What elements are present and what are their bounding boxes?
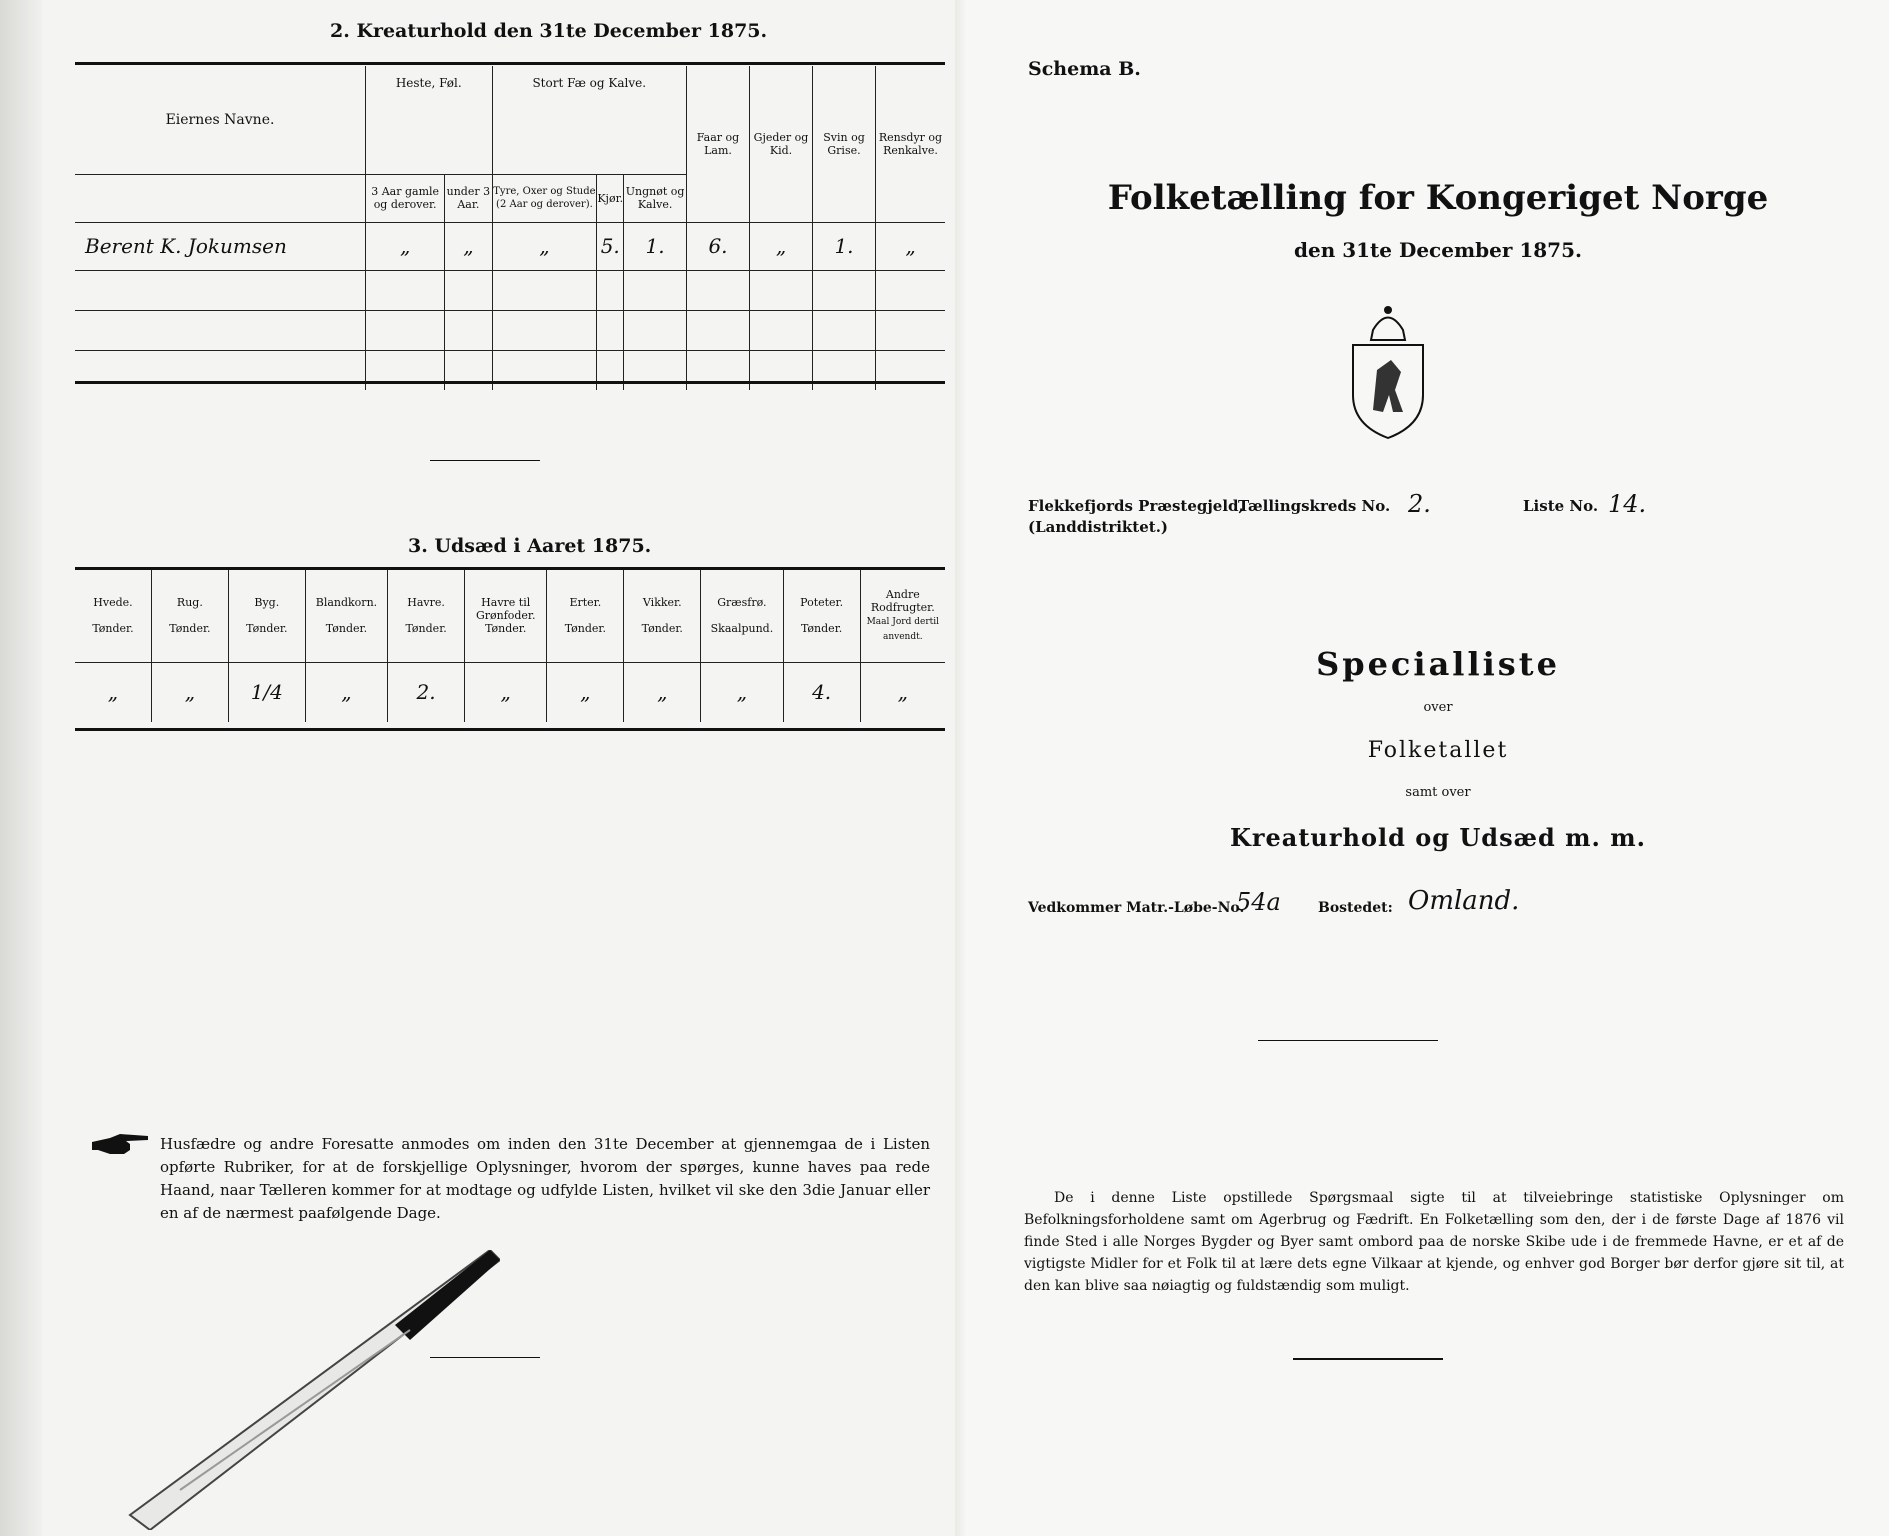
crop-header: Græsfrø. Skaalpund. bbox=[701, 570, 783, 662]
cell-value: „ bbox=[624, 662, 701, 722]
cell-value: „ bbox=[445, 222, 492, 270]
cell-value: „ bbox=[107, 680, 119, 705]
crop-header: Havre til Grønfoder. Tønder. bbox=[465, 570, 547, 662]
crop-header: Erter. Tønder. bbox=[547, 570, 624, 662]
district-note: (Landdistriktet.) bbox=[1028, 518, 1169, 536]
crop-header: Poteter. Tønder. bbox=[783, 570, 860, 662]
sowing-heading: 3. Udsæd i Aaret 1875. bbox=[408, 535, 652, 557]
header-goats: Gjeder og Kid. bbox=[750, 66, 813, 222]
header-bulls: Tyre, Oxer og Stude (2 Aar og derover). bbox=[492, 174, 597, 222]
table-row bbox=[75, 270, 945, 310]
over-text: over bbox=[1423, 700, 1453, 715]
header-reindeer: Rensdyr og Renkalve. bbox=[876, 66, 946, 222]
header-cows: Kjør. bbox=[597, 174, 624, 222]
bosted-label: Bostedet: bbox=[1318, 900, 1393, 916]
pointing-hand-icon bbox=[90, 1130, 152, 1160]
cell-value: 1. bbox=[624, 222, 687, 270]
folketallet-text: Folketallet bbox=[1367, 738, 1509, 763]
table-row bbox=[75, 310, 945, 350]
coat-of-arms-icon bbox=[1343, 300, 1433, 440]
header-sheep: Faar og Lam. bbox=[687, 66, 750, 222]
table-top-rule bbox=[75, 62, 945, 65]
divider bbox=[430, 1357, 540, 1358]
cell-value: „ bbox=[366, 222, 445, 270]
table-bottom-rule bbox=[75, 728, 945, 731]
crop-header: Blandkorn. Tønder. bbox=[305, 570, 387, 662]
pen-icon bbox=[120, 1250, 500, 1530]
notice-text: Husfædre og andre Foresatte anmodes om inden den 31te December at gjennemgaa de i Listen opførte Rubriker, for at de forskjellige Oplysninger, hvorom der spørges, kunne haves paa rede Haand, naar Tælleren kommer for at modtage og udfylde Listen, hvilket vil ske den 3die Januar eller en af de nærmest paafølgende Dage. bbox=[160, 1135, 930, 1222]
schema-label: Schema B. bbox=[1028, 58, 1141, 80]
cell-value: „ bbox=[701, 662, 783, 722]
list-value: 14. bbox=[1608, 490, 1647, 518]
kreaturhold-title: Kreaturhold og Udsæd m. m. bbox=[1230, 823, 1646, 852]
parish-label: Flekkefjords Præstegjeld, bbox=[1028, 497, 1244, 515]
cell-value: „ bbox=[860, 662, 945, 722]
header-horses-old: 3 Aar gamle og derover. bbox=[366, 174, 445, 222]
crop-header: Vikker. Tønder. bbox=[624, 570, 701, 662]
cell-value: „ bbox=[750, 222, 813, 270]
table-row bbox=[75, 222, 945, 270]
special-list-title: Specialliste bbox=[1316, 645, 1560, 683]
crop-header: Byg. Tønder. bbox=[228, 570, 305, 662]
table-bottom-rule bbox=[75, 381, 945, 384]
cell-value: „ bbox=[876, 222, 946, 270]
crop-header: Rug. Tønder. bbox=[151, 570, 228, 662]
header-owner: Eiernes Navne. bbox=[165, 111, 275, 128]
cell-value: 5. bbox=[597, 222, 624, 270]
header-pigs: Svin og Grise. bbox=[813, 66, 876, 222]
cell-value: „ bbox=[151, 662, 228, 722]
divider bbox=[1258, 1040, 1438, 1041]
census-district-label: Tællingskreds No. bbox=[1238, 497, 1391, 515]
owner-name: Berent K. Jokumsen bbox=[85, 234, 287, 258]
cell-value: 4. bbox=[783, 662, 860, 722]
owner-spacer bbox=[75, 174, 366, 222]
divider bbox=[1293, 1358, 1443, 1360]
cell-value: 6. bbox=[687, 222, 750, 270]
header-young-cattle: Ungnøt og Kalve. bbox=[624, 174, 687, 222]
crop-header: Havre. Tønder. bbox=[388, 570, 465, 662]
crop-header: Hvede. Tønder. bbox=[92, 596, 134, 636]
samt-over-text: samt over bbox=[1405, 785, 1471, 800]
cell-value: „ bbox=[492, 222, 597, 270]
matr-value: 54a bbox=[1236, 888, 1281, 916]
cell-value: „ bbox=[547, 662, 624, 722]
header-group-cattle: Stort Fæ og Kalve. bbox=[492, 66, 687, 174]
page-title: Folketælling for Kongeriget Norge bbox=[1107, 178, 1769, 218]
bosted-value: Omland. bbox=[1408, 886, 1520, 916]
cell-value: 1/4 bbox=[228, 662, 305, 722]
livestock-heading: 2. Kreaturhold den 31te December 1875. bbox=[330, 20, 768, 42]
divider bbox=[430, 460, 540, 461]
cell-value: „ bbox=[305, 662, 387, 722]
table-row bbox=[75, 350, 945, 390]
cell-value: „ bbox=[465, 662, 547, 722]
crop-header: Andre Rodfrugter. Maal Jord dertil anvendt. bbox=[860, 570, 945, 662]
header-group-horses: Heste, Føl. bbox=[366, 66, 493, 174]
list-label: Liste No. bbox=[1523, 497, 1599, 515]
header-horses-young: under 3 Aar. bbox=[445, 174, 492, 222]
cell-value: 1. bbox=[813, 222, 876, 270]
table-row bbox=[75, 662, 945, 722]
right-page bbox=[968, 0, 1889, 1536]
cell-value: 2. bbox=[388, 662, 465, 722]
census-date: den 31te December 1875. bbox=[1294, 238, 1582, 262]
matr-label: Vedkommer Matr.-Løbe-No. bbox=[1028, 900, 1245, 916]
census-district-value: 2. bbox=[1408, 490, 1431, 518]
sowing-table bbox=[75, 570, 945, 722]
page-edge bbox=[0, 0, 42, 1536]
livestock-table bbox=[75, 66, 945, 390]
footer-text: De i denne Liste opstillede Spørgsmaal sigte til at tilveiebringe statistiske Oplysninger om Befolkningsforholdene samt om Agerbrug og Fædrift. En Folketælling som den, der i de første Dage af 1876 vil finde Sted i alle Norges Bygder og Byer samt ombord paa de norske Skibe ude i de fremmede Havne, er et af de vigtigste Midler for et Folk til at lære dets egne Vilkaar at kjende, og enhver god Borger bør derfor gjøre sit til, at den kan blive saa nøiagtig og fuldstændig som muligt. bbox=[1024, 1190, 1844, 1294]
